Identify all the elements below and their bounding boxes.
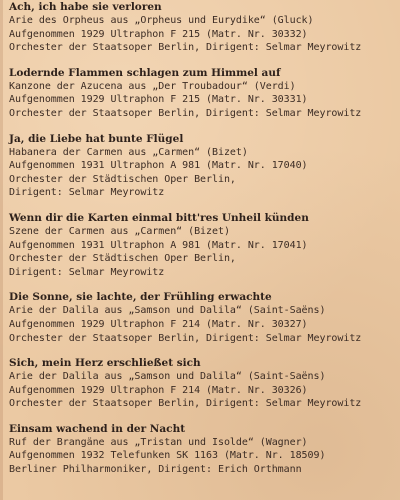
performer-info: Orchester der Staatsoper Berlin, Dirigent: Selmar Meyrowitz (9, 332, 362, 344)
track-entry (9, 1, 400, 55)
performer-info: Orchester der Staatsoper Berlin, Dirigent: Selmar Meyrowitz (9, 398, 362, 410)
track-entry (9, 212, 400, 279)
track-description: Ruf der Brangäne aus „Tristan und Isolde“ (Wagner) (9, 436, 308, 448)
track-entry (9, 133, 400, 200)
track-entry (9, 291, 400, 345)
track-title: Ja, die Liebe hat bunte Flügel (9, 132, 184, 145)
recording-info: Aufgenommen 1929 Ultraphon F 214 (Matr. Nr. 30326) (9, 384, 308, 396)
track-entry (9, 67, 400, 121)
recording-info: Aufgenommen 1929 Ultraphon F 215 (Matr. Nr. 30331) (9, 94, 308, 106)
track-description: Arie des Orpheus aus „Orpheus und Eurydike“ (Gluck) (9, 15, 314, 26)
track-description: Szene der Carmen aus „Carmen“ (Bizet) (9, 225, 230, 237)
performer-info: Orchester der Staatsoper Berlin, Dirigent: Selmar Meyrowitz (9, 107, 362, 119)
track-entry (9, 357, 400, 411)
conductor-info: Dirigent: Selmar Meyrowitz (9, 266, 165, 278)
performer-info: Orchester der Städtischen Oper Berlin, (9, 173, 236, 185)
conductor-info: Dirigent: Selmar Meyrowitz (9, 187, 165, 199)
recording-info: Aufgenommen 1929 Ultraphon F 215 (Matr. Nr. 30332) (9, 28, 308, 40)
track-title: Ach, ich habe sie verloren (9, 1, 162, 13)
performer-info: Berliner Philharmoniker, Dirigent: Erich Orthmann (9, 464, 302, 476)
track-description: Arie der Dalila aus „Samson und Dalila“ (Saint-Saëns) (9, 305, 326, 317)
recording-info: Aufgenommen 1929 Ultraphon F 214 (Matr. Nr. 30327) (9, 318, 308, 330)
track-description: Habanera der Carmen aus „Carmen“ (Bizet) (9, 146, 248, 158)
track-description: Arie der Dalila aus „Samson und Dalila“ (Saint-Saëns) (9, 371, 326, 383)
performer-info: Orchester der Städtischen Oper Berlin, (9, 253, 236, 265)
track-entry (9, 423, 400, 477)
track-title: Lodernde Flammen schlagen zum Himmel auf (9, 66, 281, 79)
track-title: Die Sonne, sie lachte, der Frühling erwachte (9, 291, 272, 304)
track-description: Kanzone der Azucena aus „Der Troubadour“ (Verdi) (9, 80, 296, 92)
recording-info: Aufgenommen 1932 Telefunken SK 1163 (Matr. Nr. 18509) (9, 450, 326, 462)
recording-info: Aufgenommen 1931 Ultraphon A 981 (Matr. Nr. 17041) (9, 239, 308, 251)
track-title: Wenn dir die Karten einmal bitt'res Unheil künden (9, 211, 309, 224)
track-title: Einsam wachend in der Nacht (9, 422, 186, 435)
recording-info: Aufgenommen 1931 Ultraphon A 981 (Matr. Nr. 17040) (9, 160, 308, 172)
performer-info: Orchester der Staatsoper Berlin, Dirigent: Selmar Meyrowitz (9, 42, 362, 54)
track-title: Sich, mein Herz erschließet sich (9, 357, 201, 370)
